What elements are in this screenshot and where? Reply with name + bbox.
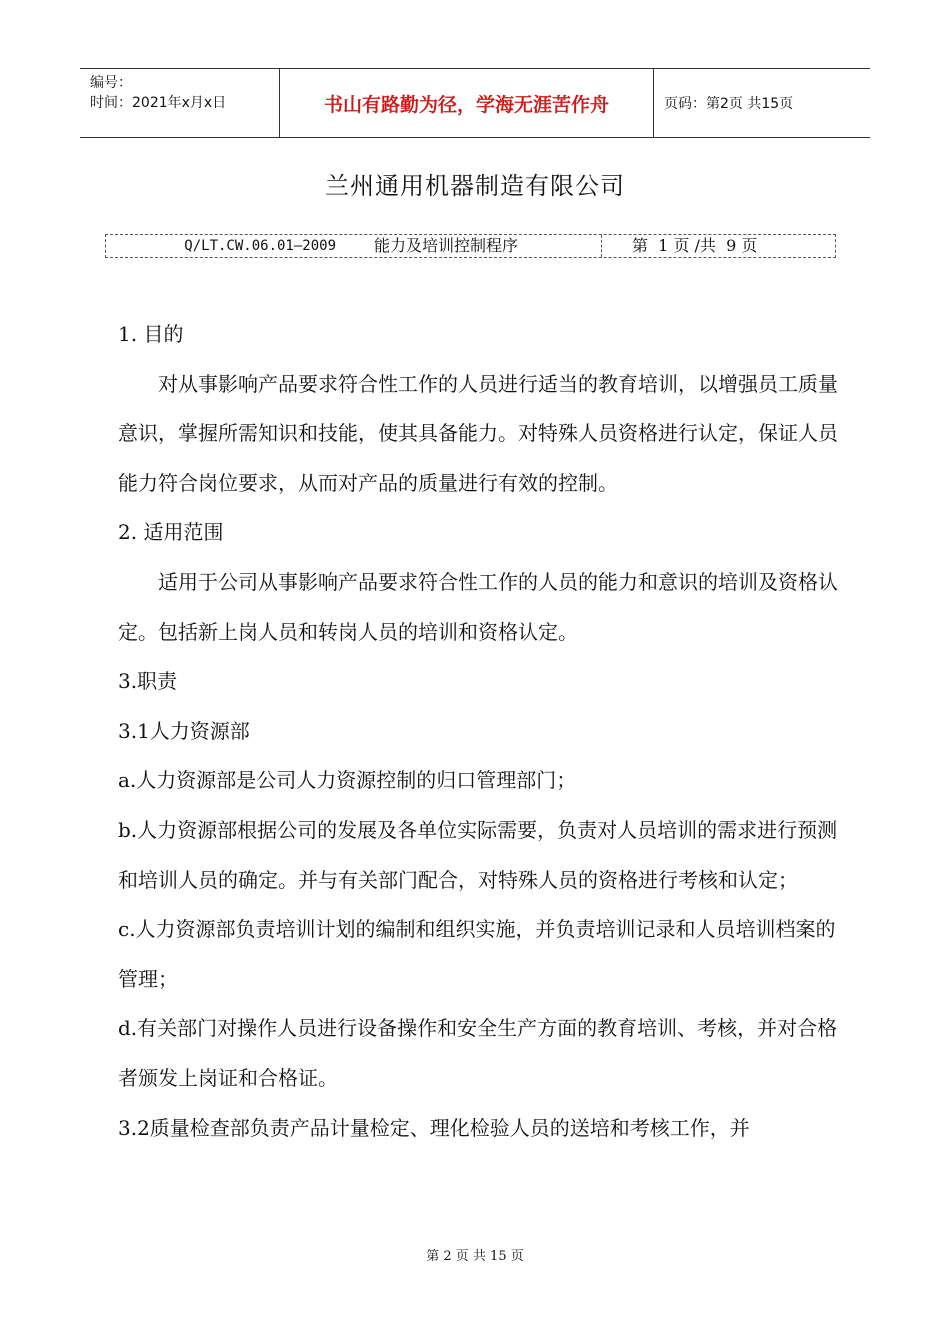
section-3-title: 3.职责 [118,669,178,694]
document-body [118,310,848,1153]
company-title: 兰州通用机器制造有限公司 [325,172,625,200]
doc-page: 第 1 页 /共 9 页 [632,236,758,255]
motto: 书山有路勤为径，学海无涯苦作舟 [280,69,654,137]
section-2-paragraph: 适用于公司从事影响产品要求符合性工作的人员的能力和意识的培训及资格认定。包括新上岗人员和转岗人员的培训和资格认定。 [118,569,838,644]
header-page-info: 页码：第2页 共15页 [664,96,794,112]
section-1-paragraph: 对从事影响产品要求符合性工作的人员进行适当的教育培训，以增强员工质量意识，掌握所需知识和技能，使其具备能力。对特殊人员资格进行认定，保证人员能力符合岗位要求，从而对产品的质量进行有效的控制。 [118,371,838,495]
time-label: 时间：2021年x月x日 [90,95,227,111]
doc-code: Q/LT.CW.06.01—2009 [184,238,336,254]
page-footer: 第 2 页 共 15 页 [426,1249,524,1264]
doc-name: 能力及培训控制程序 [344,235,602,257]
header-left-cell [80,69,280,137]
section-3-2-text: 3.2质量检查部负责产品计量检定、理化检验人员的送培和考核工作，并 [118,1115,750,1140]
number-label: 编号： [90,75,132,91]
list-item-d: d.有关部门对操作人员进行设备操作和安全生产方面的教育培训、考核，并对合格者颁发上岗证和合格证。 [118,1016,838,1090]
document-header [80,68,870,138]
list-item-a: a.人力资源部是公司人力资源控制的归口管理部门； [118,768,577,793]
section-2-title: 2. 适用范围 [118,520,224,545]
section-3-1-title: 3.1人力资源部 [118,718,250,743]
list-item-c: c.人力资源部负责培训计划的编制和组织实施，并负责培训记录和人员培训档案的管理； [118,917,836,991]
section-1-title: 1. 目的 [118,322,184,346]
doc-info-bar [105,234,836,258]
list-item-b: b.人力资源部根据公司的发展及各单位实际需要，负责对人员培训的需求进行预测和培训人员的确定。并与有关部门配合，对特殊人员的资格进行考核和认定； [118,817,838,892]
